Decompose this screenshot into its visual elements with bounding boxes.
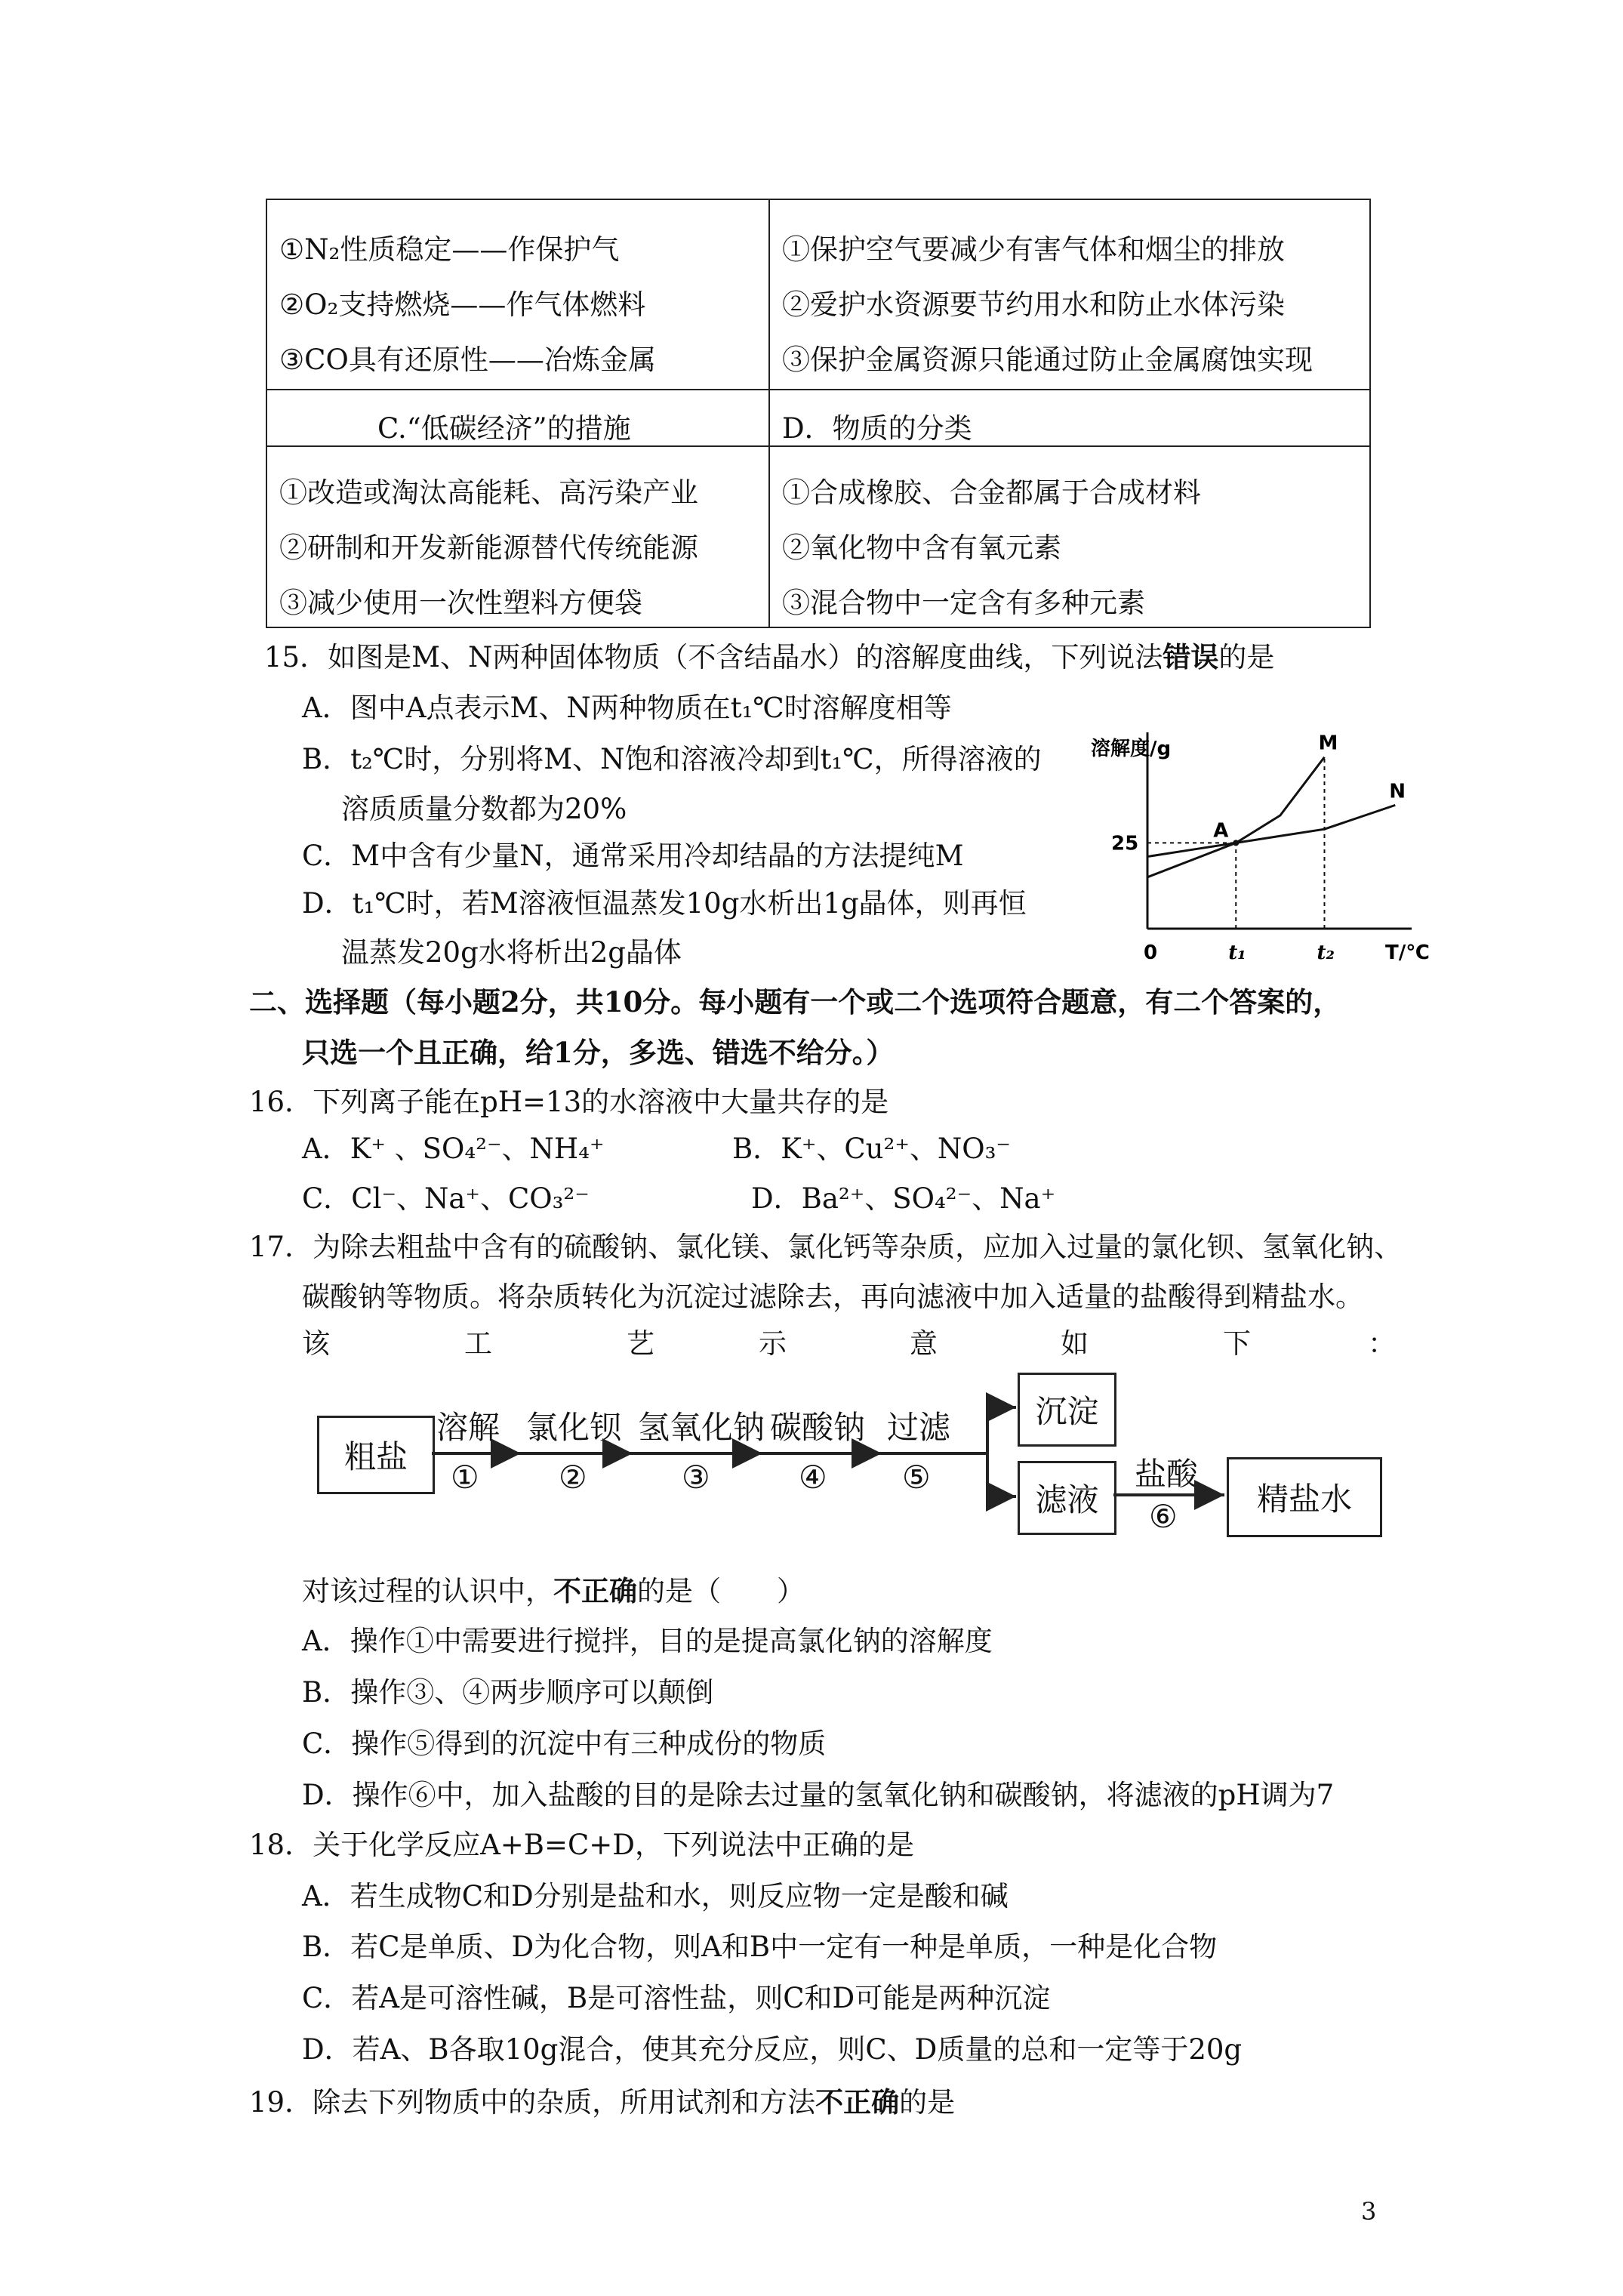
flow-step-number: ⑥ [1149, 1498, 1178, 1535]
q15-stem: 15．如图是M、N两种固体物质（不含结晶水）的溶解度曲线，下列说法错误的是 [264, 640, 1275, 673]
flow-step-label: 氯化钡 [526, 1409, 622, 1446]
table-cell: ②研制和开发新能源替代传统能源 [279, 532, 698, 564]
table-cell: ②氧化物中含有氧元素 [782, 532, 1061, 564]
series-label-M: M [1318, 732, 1338, 755]
q17-option-c: C．操作⑤得到的沉淀中有三种成份的物质 [302, 1727, 827, 1760]
flow-box-filtrate: 滤液 [1018, 1461, 1116, 1535]
table-cell: ③混合物中一定含有多种元素 [782, 587, 1145, 619]
table-cell: ①保护空气要减少有害气体和烟尘的排放 [782, 233, 1285, 266]
table-cell: ③CO具有还原性——冶炼金属 [279, 344, 656, 376]
table-header-c: C.“低碳经济”的措施 [377, 412, 631, 445]
flow-box-precipitate: 沉淀 [1018, 1373, 1116, 1447]
q18-stem: 18．关于化学反应A+B=C+D，下列说法中正确的是 [249, 1829, 914, 1861]
y-tick-label: 25 [1111, 832, 1139, 855]
table-cell: ③减少使用一次性塑料方便袋 [279, 587, 642, 619]
flow-step-label: 溶解 [436, 1409, 500, 1446]
q18-option-b: B．若C是单质、D为化合物，则A和B中一定有一种是单质，一种是化合物 [302, 1931, 1218, 1963]
point-label: A [1213, 819, 1229, 843]
q17-stem: 17．为除去粗盐中含有的硫酸钠、氯化镁、氯化钙等杂质，应加入过量的氯化钡、氢氧化钠、 [249, 1231, 1403, 1263]
origin-label: 0 [1144, 942, 1158, 964]
q17-option-b: B．操作③、④两步顺序可以颠倒 [302, 1676, 714, 1709]
flow-step-label: 过滤 [887, 1409, 951, 1446]
q16-option-b: B．K⁺、Cu²⁺、NO₃⁻ [732, 1133, 1011, 1165]
x-tick-label: t₂ [1317, 942, 1335, 964]
flow-box-refined-brine: 精盐水 [1227, 1457, 1382, 1537]
table-cell: ①改造或淘汰高能耗、高污染产业 [279, 476, 698, 509]
table-header-d: D．物质的分类 [782, 412, 972, 445]
section-2-heading: 二、选择题（每小题2分，共10分。每小题有一个或二个选项符合题意，有二个答案的， [249, 985, 1341, 1019]
q15-option-b: B．t₂℃时，分别将M、N饱和溶液冷却到t₁℃，所得溶液的 [302, 743, 1042, 775]
flow-step-number: ② [559, 1459, 587, 1496]
q17-prompt: 对该过程的认识中，不正确的是（ ） [302, 1574, 805, 1607]
series-label-N: N [1389, 780, 1406, 803]
q15-option-c: C．M中含有少量N，通常采用冷却结晶的方法提纯M [302, 840, 964, 872]
q16-stem: 16．下列离子能在pH=13的水溶液中大量共存的是 [249, 1086, 889, 1118]
flow-step-label: 盐酸 [1135, 1456, 1199, 1493]
x-tick-label: t₁ [1228, 942, 1246, 964]
q17-stem-cont: 碳酸钠等物质。将杂质转化为沉淀过滤除去，再向滤液中加入适量的盐酸得到精盐水。 [302, 1281, 1363, 1313]
flow-step-number: ④ [799, 1459, 827, 1496]
table-cell: ②爱护水资源要节约用水和防止水体污染 [782, 288, 1285, 321]
table-cell: ③保护金属资源只能通过防止金属腐蚀实现 [782, 344, 1313, 376]
q17-option-a: A．操作①中需要进行搅拌，目的是提高氯化钠的溶解度 [302, 1625, 993, 1657]
x-axis-label: T/℃ [1385, 942, 1430, 964]
q19-stem: 19．除去下列物质中的杂质，所用试剂和方法不正确的是 [249, 2085, 956, 2119]
q16-option-d: D．Ba²⁺、SO₄²⁻、Na⁺ [751, 1182, 1056, 1215]
flow-step-number: ⑤ [902, 1459, 931, 1496]
q16-option-c: C．Cl⁻、Na⁺、CO₃²⁻ [302, 1182, 590, 1215]
section-2-note: 只选一个且正确，给1分，多选、错选不给分。） [302, 1036, 895, 1069]
q18-option-d: D．若A、B各取10g混合，使其充分反应，则C、D质量的总和一定等于20g [302, 2033, 1243, 2066]
q15-option-d-cont: 温蒸发20g水将析出2g晶体 [341, 936, 682, 969]
table-cell: ①N₂性质稳定——作保护气 [279, 233, 620, 266]
q15-option-d: D．t₁℃时，若M溶液恒温蒸发10g水析出1g晶体，则再恒 [302, 887, 1027, 920]
flow-step-label: 氢氧化钠 [638, 1409, 765, 1446]
q16-option-a: A．K⁺ 、SO₄²⁻、NH₄⁺ [302, 1133, 605, 1165]
flow-step-number: ③ [682, 1459, 710, 1496]
page-number: 3 [1361, 2197, 1377, 2226]
table-cell: ②O₂支持燃烧——作气体燃料 [279, 288, 646, 321]
flow-box-crude-salt: 粗盐 [317, 1416, 435, 1494]
q15-option-a: A．图中A点表示M、N两种物质在t₁℃时溶解度相等 [302, 692, 952, 724]
q15-option-b-cont: 溶质质量分数都为20% [341, 793, 627, 825]
flow-step-label: 碳酸钠 [770, 1409, 866, 1446]
q17-option-d: D．操作⑥中，加入盐酸的目的是除去过量的氢氧化钠和碳酸钠，将滤液的pH调为7 [302, 1779, 1335, 1811]
q18-option-a: A．若生成物C和D分别是盐和水，则反应物一定是酸和碱 [302, 1880, 1009, 1912]
table-cell: ①合成橡胶、合金都属于合成材料 [782, 476, 1201, 509]
q18-option-c: C．若A是可溶性碱，B是可溶性盐，则C和D可能是两种沉淀 [302, 1982, 1051, 2014]
flow-step-number: ① [451, 1459, 479, 1496]
y-axis-label: 溶解度/g [1091, 738, 1172, 760]
